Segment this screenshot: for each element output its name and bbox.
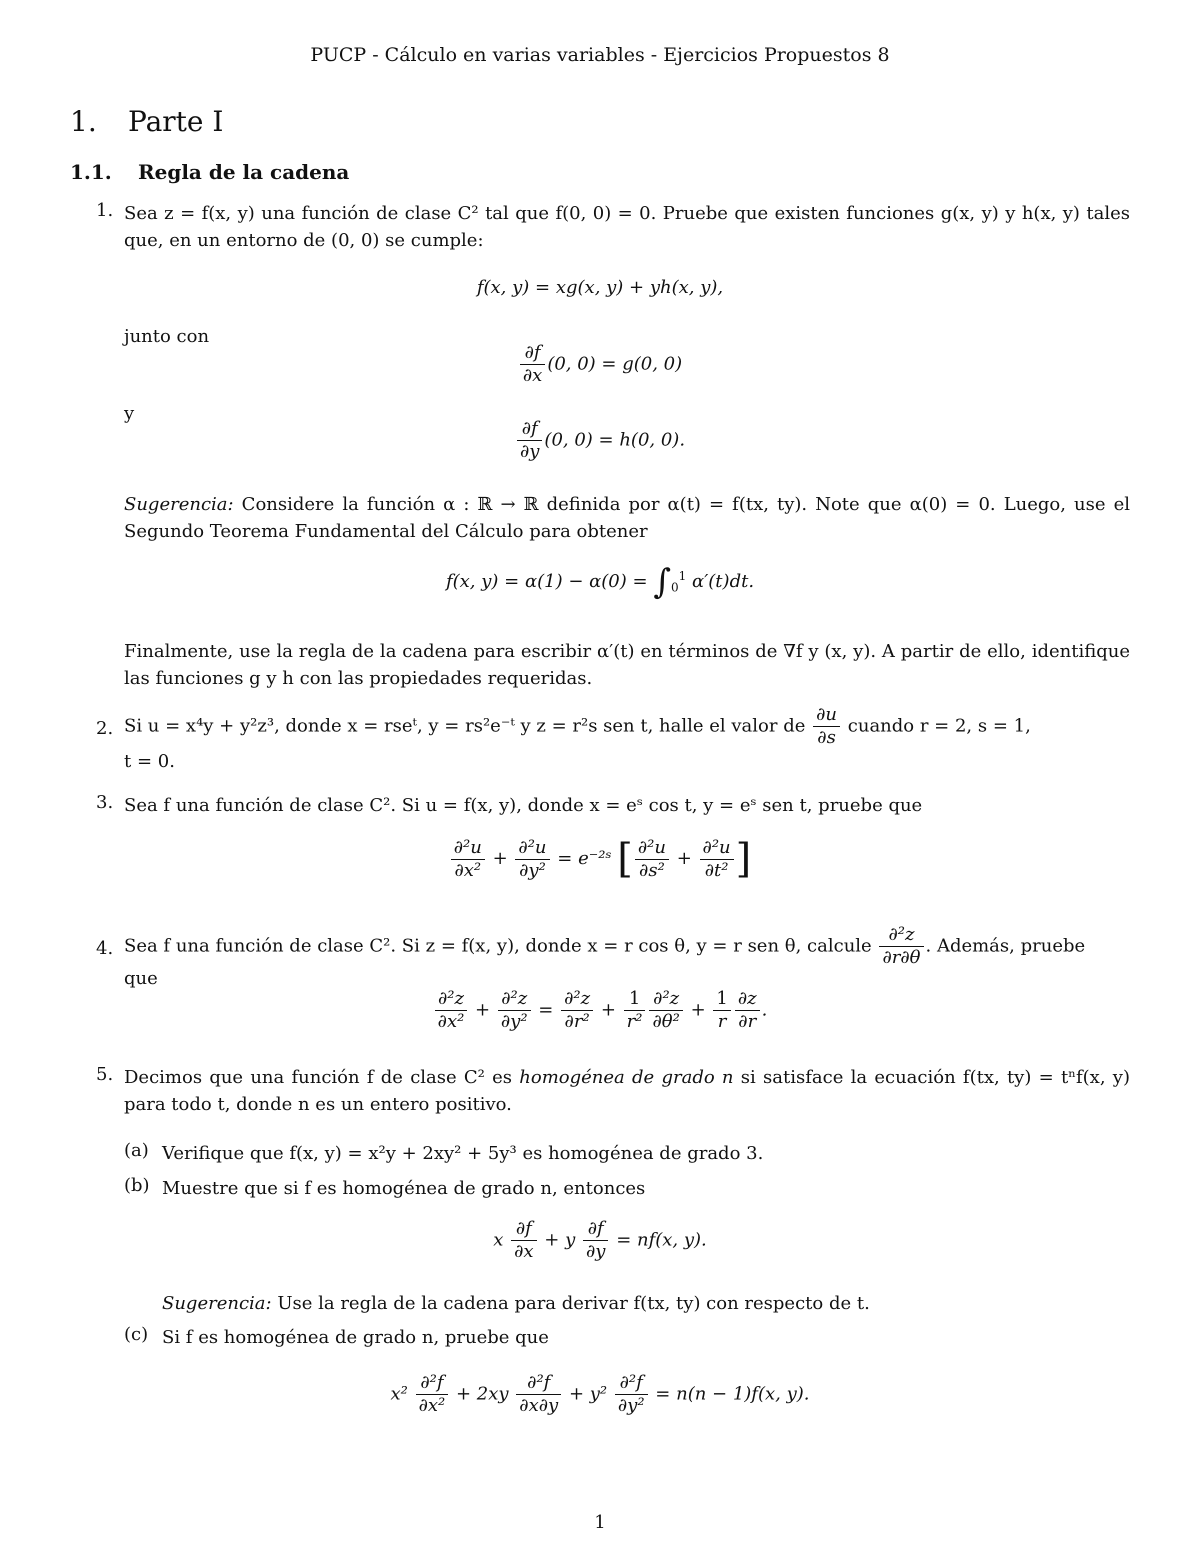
right-bracket: ] <box>735 836 752 882</box>
hint-label: Sugerencia: <box>124 494 234 515</box>
exercise-1-label: 1. <box>96 200 114 221</box>
exercise-1-junto-con: junto con <box>124 326 210 347</box>
fraction-d2z-dx2: $\frac{\text{∂²z}}{\text{∂x²}}$ <box>435 988 468 1033</box>
exercise-4-label: 4. <box>96 938 114 959</box>
exercise-5-text-b: si satisface la ecuación f(tx, ty) = tⁿf(x, y) para todo t, donde n es un entero positivo. <box>124 1067 1130 1115</box>
exercise-5-label: 5. <box>96 1064 114 1085</box>
exercise-5a-label: (a) <box>124 1140 149 1161</box>
exercise-5c-text: Si f es homogénea de grado n, pruebe que <box>162 1327 549 1348</box>
exercise-4-text <box>124 924 1130 969</box>
fraction-df-dy: $\frac{\partial f}{\partial y}$ <box>517 418 542 463</box>
b-hint-label: Sugerencia: <box>162 1293 272 1314</box>
exercise-1-y: y <box>124 403 135 424</box>
page-header: PUCP - Cálculo en varias variables - Ejercicios Propuestos 8 <box>310 44 890 66</box>
exercise-3-text: Sea f una función de clase C². Si u = f(x, y), donde x = eˢ cos t, y = eˢ sen t, pruebe que <box>124 795 923 816</box>
fraction-d2u-dt2: $\frac{\text{∂²u}}{\text{∂t²}}$ <box>700 837 734 882</box>
exercise-1-equation-4: f(x, $y) = \alpha(1) - \alpha(0) = \int_0^1$ α′(t)dt. <box>445 562 755 602</box>
exercise-4-text-a: Sea f una función de clase C². Si z = f(x, y), donde x = r cos θ, y = r sen θ, calcule <box>124 935 872 957</box>
equation-4-right: α′(t)dt. <box>692 571 755 592</box>
fraction-d2z-dtheta2: $\frac{\text{∂²z}}{\text{∂θ²}}$ <box>649 988 682 1033</box>
exercise-5-text <box>124 1064 1130 1118</box>
exercise-1-equation-2-tail: (0, 0) = g(0, 0) <box>547 353 683 375</box>
exercise-5a-text: Verifique que f(x, y) = x²y + 2xy² + 5y³ es homogénea de grado 3. <box>162 1143 764 1164</box>
exercise-1-intro: Sea z = f(x, y) una función de clase C² tal que f(0, 0) = 0. Pruebe que existen funciones g(x, y) y h(x, y) tales que, en un entorno de (0, 0) se cumple: <box>124 203 1130 251</box>
exercise-4-text-b: . Además, pruebe <box>925 935 1086 957</box>
equation-4-left: f(x, y) = α(1) − α(0) = <box>445 571 654 592</box>
exercise-1-hint <box>124 491 1130 545</box>
b-hint-text: Use la regla de la cadena para derivar f(tx, ty) con respecto de t. <box>277 1293 870 1314</box>
fraction-d2z-dy2: $\frac{\text{∂²z}}{\text{∂y²}}$ <box>498 988 531 1033</box>
exercise-5c-equation: x² $\frac{\text{∂²f}}{\text{∂x²}}$ + 2xy $\frac{\text{∂²f}}{\partial x\partial y}$ + y² $\frac{\text{∂²f}}{\text{∂y²}}$ = n(n − 1)f(x, y). <box>390 1372 810 1416</box>
fraction-d2u-dy2: $\frac{\text{∂²u}}{\text{∂y²}}$ <box>515 837 549 882</box>
fraction-d2z-drdtheta: $\frac{\text{∂²z}}{\partial r\partial\theta}$ <box>879 924 923 969</box>
exercise-2-text-b: cuando r = 2, s = 1, <box>847 715 1031 737</box>
exercise-1-equation-3 <box>0 418 1200 463</box>
exercise-5c-label: (c) <box>124 1324 149 1345</box>
exercise-5b-equation: x $\frac{\partial f}{\partial x}$ + y $\frac{\partial f}{\partial y}$ = nf(x, y). <box>493 1218 707 1262</box>
exercise-1-equation-3-tail: (0, 0) = h(0, 0). <box>544 429 686 451</box>
exercise-1-final: Finalmente, use la regla de la cadena para escribir α′(t) en términos de ∇f y (x, y). A partir de ello, identifique las funciones g y h con las propiedades requeridas. <box>124 641 1130 689</box>
exercise-4-text-c: que <box>124 968 158 989</box>
exercise-1-equation-2 <box>0 342 1200 387</box>
fraction-1-r: $\frac{1}{r}$ <box>713 988 730 1033</box>
fraction-dz-dr: $\frac{\partial z}{\partial r}$ <box>735 988 760 1033</box>
subsection-title: Regla de la cadena <box>138 160 350 184</box>
fraction-d2f-dx2: $\frac{\text{∂²f}}{\text{∂x²}}$ <box>416 1372 449 1417</box>
exercise-5-text-a: Decimos que una función f de clase C² es <box>124 1067 513 1088</box>
exercise-3-label: 3. <box>96 792 114 813</box>
exercise-5b-text: Muestre que si f es homogénea de grado n, entonces <box>162 1178 646 1199</box>
exercise-1-equation-1: f(x, y) = xg(x, y) + yh(x, y), <box>476 277 724 298</box>
exercise-5-emphasis: homogénea de grado n <box>519 1067 734 1088</box>
section-heading <box>70 105 223 138</box>
fraction-d2f-dy2: $\frac{\text{∂²f}}{\text{∂y²}}$ <box>615 1372 648 1417</box>
fraction-df-dy-b: $\frac{\partial f}{\partial y}$ <box>583 1218 608 1263</box>
subsection-heading <box>70 160 349 184</box>
exercise-5b-hint <box>162 1290 1130 1317</box>
fraction-d2z-dr2: $\frac{\text{∂²z}}{\text{∂r²}}$ <box>561 988 593 1033</box>
exercise-3-equation-mid: = e⁻²ˢ <box>557 848 612 869</box>
exercise-5b-equation-tail: = nf(x, y). <box>616 1229 707 1251</box>
fraction-1-r2: $\frac{1}{\text{r²}}$ <box>624 988 646 1033</box>
exercise-2-text-c: t = 0. <box>124 751 175 772</box>
fraction-d2u-dx2: $\frac{\text{∂²u}}{\text{∂x²}}$ <box>451 837 485 882</box>
section-title: Parte I <box>128 105 224 138</box>
integral-sign: ∫ <box>653 562 672 602</box>
exercise-2-text-a: Si u = x⁴y + y²z³, donde x = rseᵗ, y = rs²e⁻ᵗ y z = r²s sen t, halle el valor de <box>124 715 806 737</box>
section-number: 1. <box>70 105 97 138</box>
exercise-5c-equation-tail: = n(n − 1)f(x, y). <box>655 1383 810 1405</box>
fraction-du-ds: $\frac{\partial u}{\partial s}$ <box>813 704 840 749</box>
exercise-2-label: 2. <box>96 718 114 739</box>
fraction-d2f-dxdy: $\frac{\text{∂²f}}{\partial x\partial y}$ <box>516 1372 561 1417</box>
hint-text: Considere la función α : ℝ → ℝ definida por α(t) = f(tx, ty). Note que α(0) = 0. Luego, use el Segundo Teorema Fundamental del Cálculo para obtener <box>124 494 1130 542</box>
fraction-df-dx: $\frac{\partial f}{\partial x}$ <box>520 342 545 387</box>
exercise-3-equation: $\frac{\text{∂²u}}{\text{∂x²}}$ + $\frac{\text{∂²u}}{\text{∂y²}}$ = e⁻²ˢ [ $\frac{\text{∂²u}}{\text{∂s²}}$ + $\frac{\text{∂²u}}{\text{∂t²}}$ ] <box>0 836 1200 882</box>
fraction-df-dx-b: $\frac{\partial f}{\partial x}$ <box>511 1218 536 1263</box>
fraction-d2u-ds2: $\frac{\text{∂²u}}{\text{∂s²}}$ <box>635 837 669 882</box>
exercise-2-text <box>124 704 1130 749</box>
exercise-4-equation: $\frac{\text{∂²z}}{\text{∂x²}}$ + $\frac{\text{∂²z}}{\text{∂y²}}$ = $\frac{\text{∂²z}}{\text{∂r²}}$ + $\frac{1}{\text{r²}}$ $\frac{\text{∂²z}}{\text{∂θ²}}$ + $\frac{1}{r}$ $\frac{\partial z}{\partial r}$ . <box>0 988 1200 1033</box>
exercise-5b-label: (b) <box>124 1175 150 1196</box>
left-bracket: [ <box>617 836 633 882</box>
page-number: 1 <box>594 1512 606 1533</box>
subsection-number: 1.1. <box>70 160 112 184</box>
